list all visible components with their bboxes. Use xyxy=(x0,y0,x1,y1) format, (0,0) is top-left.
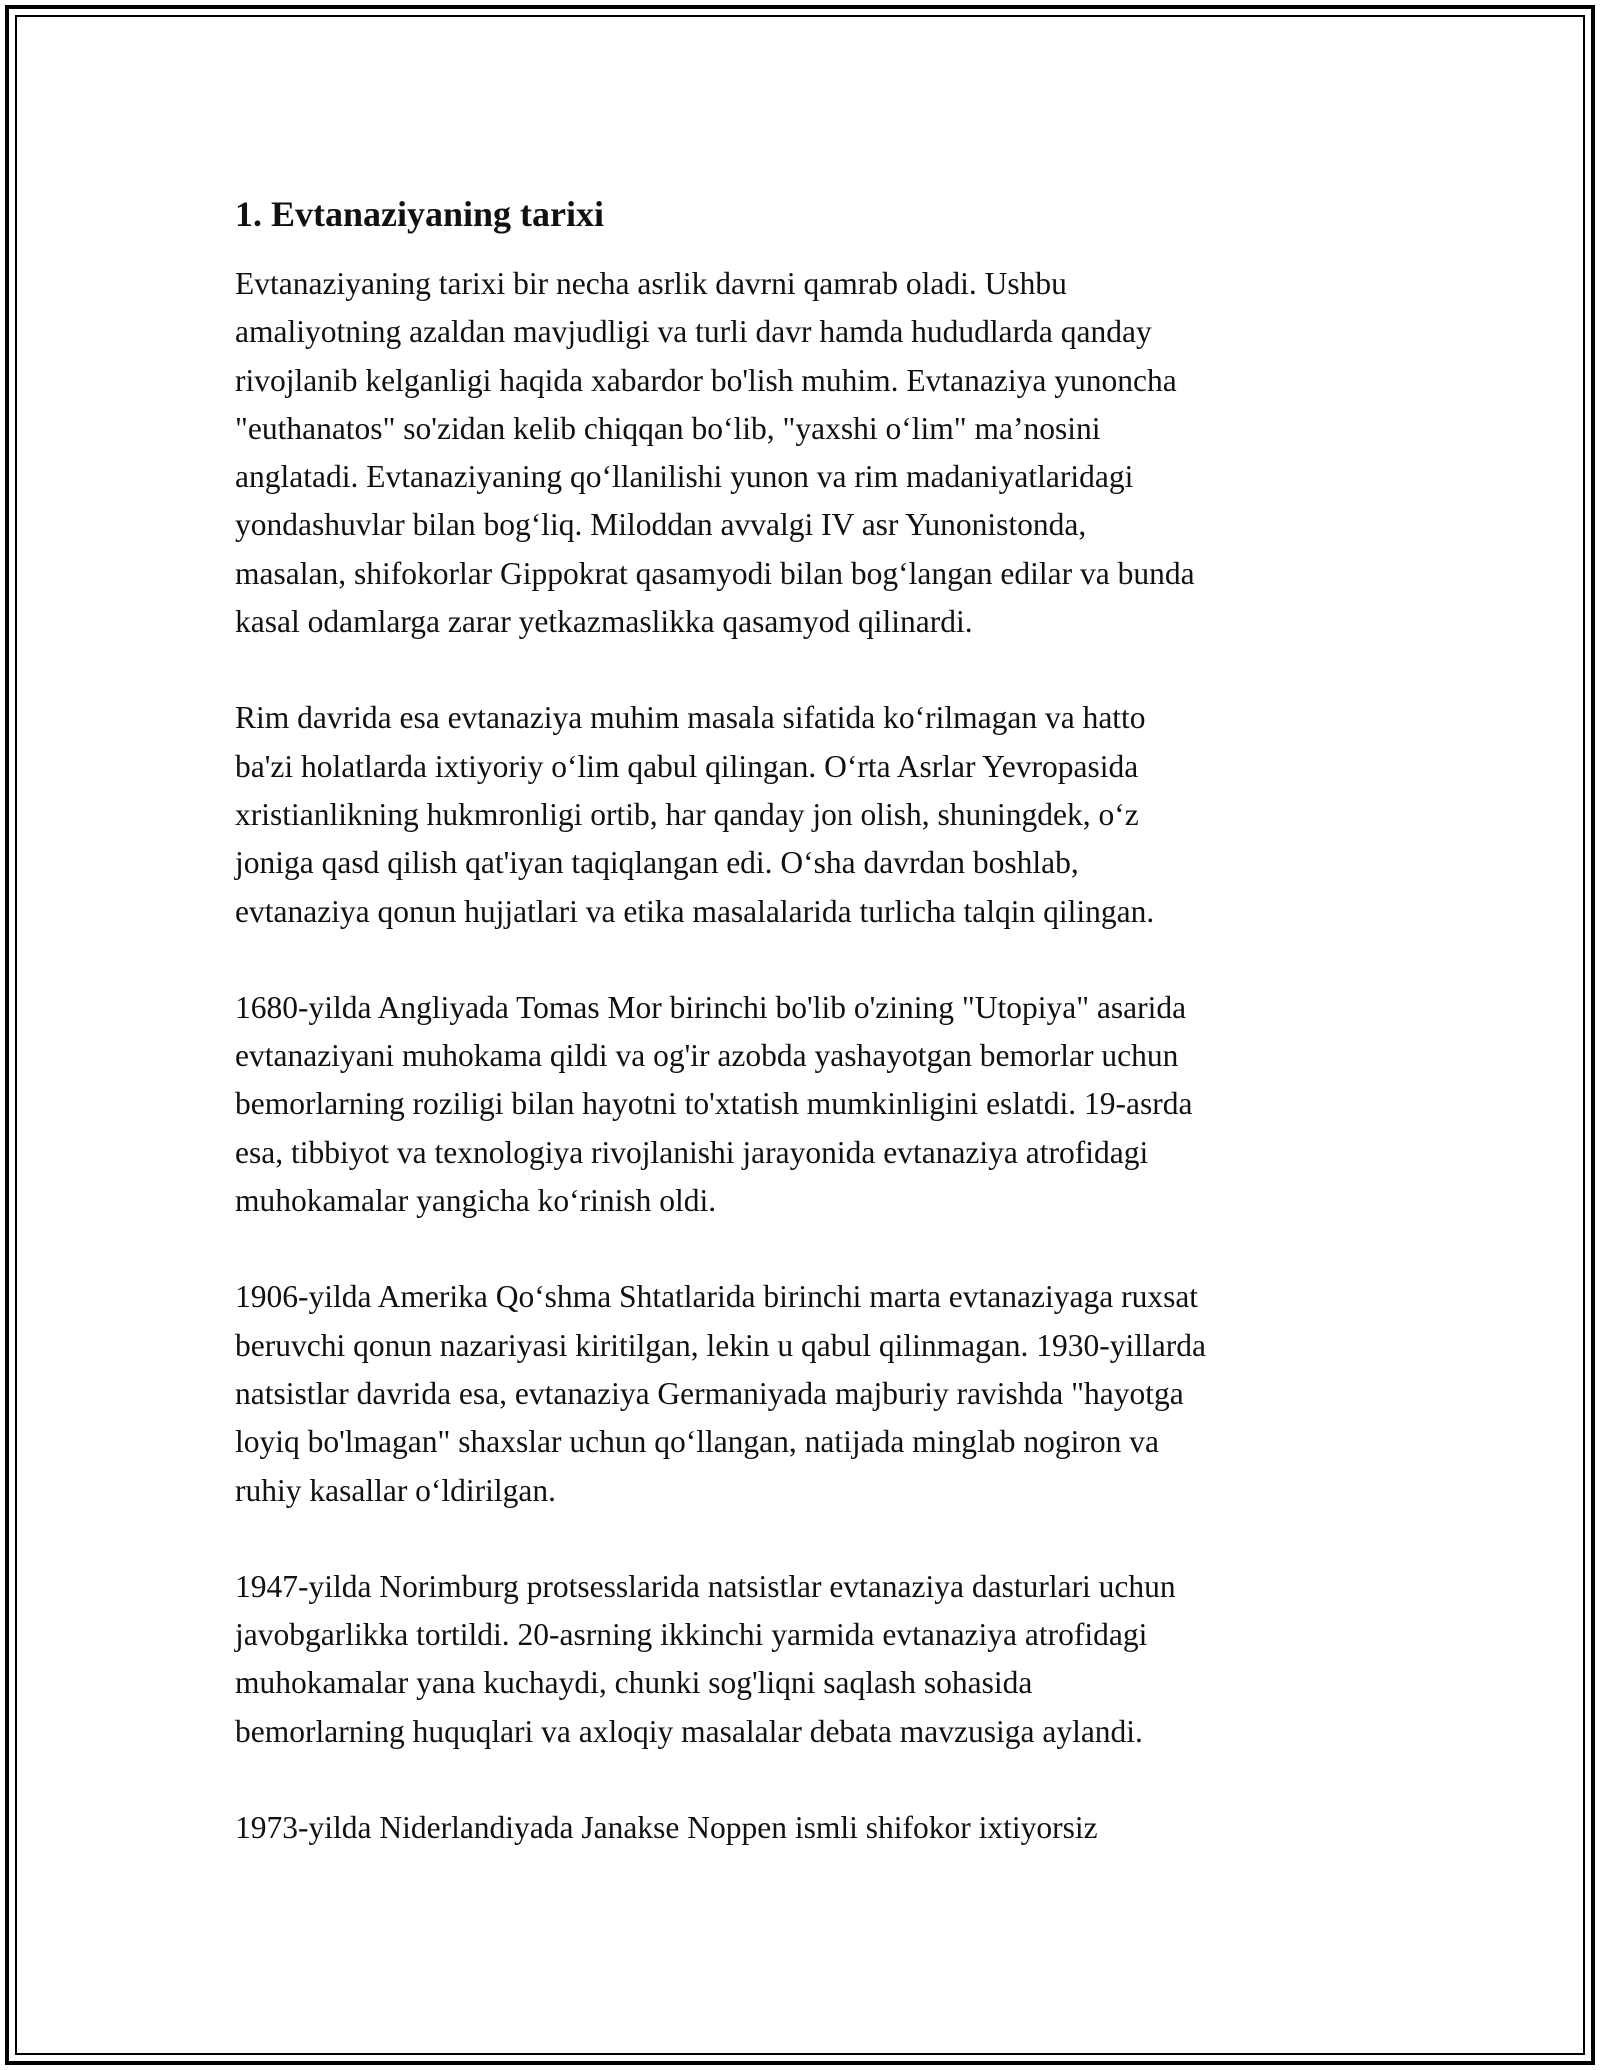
paragraph-2: Rim davrida esa evtanaziya muhim masala sifatida ko‘rilmagan va hatto ba'zi holatlarda ixtiyoriy o‘lim qabul qilingan. O‘rta Asrlar Yevropasida xristianlikning hukmronligi ortib, har qanday jon olish, shuningdek, o‘z joniga qasd qilish qat'iyan taqiqlangan edi. O‘sha davrdan boshlab, evtanaziya qonun hujjatlari va etika masalalarida turlicha talqin qilingan. xyxy=(235,700,1155,929)
paragraph-4: 1906-yilda Amerika Qo‘shma Shtatlarida birinchi marta evtanaziyaga ruxsat beruvchi qonun nazariyasi kiritilgan, lekin u qabul qilinmagan. 1930-yillarda natsistlar davrida esa, evtanaziya Germaniyada majburiy ravishda "hayotga loyiq bo'lmagan" shaxslar uchun qo‘llangan, natijada minglab nogiron va ruhiy kasallar o‘ldirilgan. xyxy=(235,1279,1206,1508)
section-heading: 1. Evtanaziyaning tarixi xyxy=(235,194,605,234)
document-body xyxy=(235,188,1375,1900)
paragraph-5: 1947-yilda Norimburg protsesslarida natsistlar evtanaziya dasturlari uchun javobgarlikka tortildi. 20-asrning ikkinchi yarmida evtanaziya atrofidagi muhokamalar yana kuchaydi, chunki sog'liqni saqlash sohasida bemorlarning huquqlari va axloqiy masalalar debata mavzusiga aylandi. xyxy=(235,1568,1176,1749)
paragraph-6: 1973-yilda Niderlandiyada Janakse Noppen ismli shifokor ixtiyorsiz xyxy=(235,1810,1098,1846)
paragraph-3: 1680-yilda Angliyada Tomas Mor birinchi bo'lib o'zining "Utopiya" asarida evtanaziyani muhokama qildi va og'ir azobda yashayotgan bemorlar uchun bemorlarning roziligi bilan hayotni to'xtatish mumkinligini eslatdi. 19-asrda esa, tibbiyot va texnologiya rivojlanishi jarayonida evtanaziya atrofidagi muhokamalar yangicha ko‘rinish oldi. xyxy=(235,989,1193,1219)
paragraph-1: Evtanaziyaning tarixi bir necha asrlik davrni qamrab oladi. Ushbu amaliyotning azaldan mavjudligi va turli davr hamda hududlarda qanday rivojlanib kelganligi haqida xabardor bo'lish muhim. Evtanaziya yunoncha "euthanatos" so'zidan kelib chiqqan bo‘lib, "yaxshi o‘lim" ma’nosini anglatadi. Evtanaziyaning qo‘llanilishi yunon va rim madaniyatlaridagi yondashuvlar bilan bog‘liq. Miloddan avvalgi IV asr Yunonistonda, masalan, shifokorlar Gippokrat qasamyodi bilan bog‘langan edilar va bunda kasal odamlarga zarar yetkazmaslikka qasamyod qilinardi. xyxy=(235,266,1195,640)
